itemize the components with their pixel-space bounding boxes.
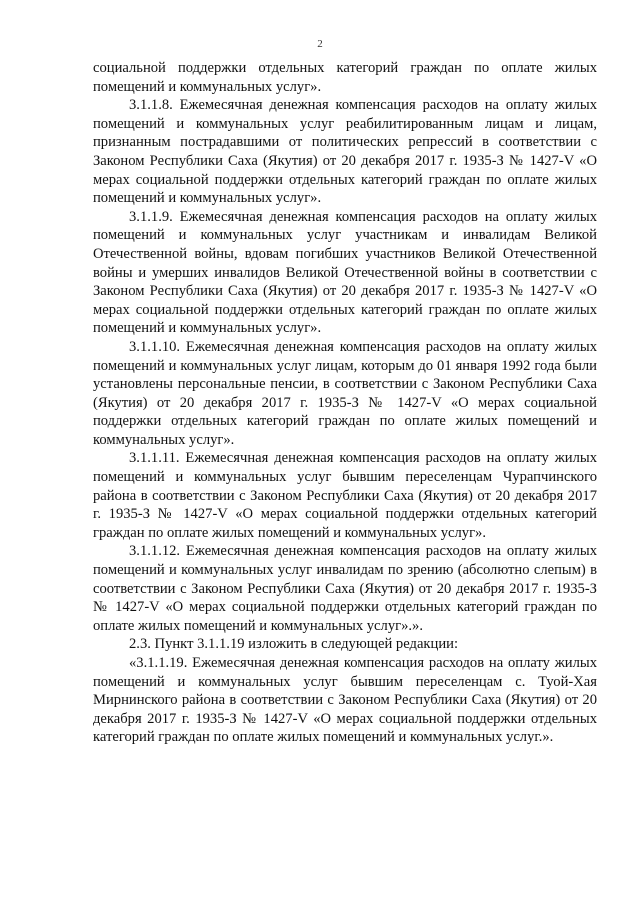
paragraph-3-1-1-10: 3.1.1.10. Ежемесячная денежная компенсация расходов на оплату жилых помещений и коммунальных услуг лицам, которым до 01 января 1992 года были установлены персональные пенсии, в соответствии с Законом Республики Саха (Якутия) от 20 декабря 2017 г. 1935-З № 1427-V «О мерах социальной поддержки отдельных категорий граждан по оплате жилых помещений и коммунальных услуг». [93, 338, 597, 448]
paragraph-continuation: социальной поддержки отдельных категорий граждан по оплате жилых помещений и коммунальных услуг». [93, 60, 597, 95]
paragraph-3-1-1-8: 3.1.1.8. Ежемесячная денежная компенсация расходов на оплату жилых помещений и коммунальных услуг реабилитированным лицам и лицам, признанным пострадавшими от политических репрессий в соответствии с Законом Республики Саха (Якутия) от 20 декабря 2017 г. 1935-З № 1427-V «О мерах социальной поддержки отдельных категорий граждан по оплате жилых помещений и коммунальных услуг». [93, 97, 597, 207]
paragraph-3-1-1-19: «3.1.1.19. Ежемесячная денежная компенсация расходов на оплату жилых помещений и коммунальных услуг бывшим переселенцам с. Туой-Хая Мирнинского района в соответствии с Законом Республики Саха (Якутия) от 20 декабря 2017 г. 1935-З № 1427-V «О мерах социальной поддержки отдельных категорий граждан по оплате жилых помещений и коммунальных услуг.». [93, 655, 597, 746]
paragraph-3-1-1-11: 3.1.1.11. Ежемесячная денежная компенсация расходов на оплату жилых помещений и коммунальных услуг бывшим переселенцам Чурапчинского района в соответствии с Законом Республики Саха (Якутия) от 20 декабря 2017 г. 1935-З № 1427-V «О мерах социальной поддержки отдельных категорий граждан по оплате жилых помещений и коммунальных услуг». [93, 450, 597, 541]
page-number: 2 [317, 38, 323, 50]
paragraph-3-1-1-9: 3.1.1.9. Ежемесячная денежная компенсация расходов на оплату жилых помещений и коммунальных услуг участникам и инвалидам Великой Отечественной войны, вдовам погибших участников Великой Отечественной войны и умерших инвалидов Великой Отечественной войны в соответствии с Законом Республики Саха (Якутия) от 20 декабря 2017 г. 1935-З № 1427-V «О мерах социальной поддержки отдельных категорий граждан по оплате жилых помещений и коммунальных услуг». [93, 208, 597, 337]
paragraph-3-1-1-12: 3.1.1.12. Ежемесячная денежная компенсация расходов на оплату жилых помещений и коммунальных услуг инвалидам по зрению (абсолютно слепым) в соответствии с Законом Республики Саха (Якутия) от 20 декабря 2017 г. 1935-З № 1427-V «О мерах социальной поддержки отдельных категорий граждан по оплате жилых помещений и коммунальных услуг».». [93, 543, 597, 634]
document-body [93, 59, 597, 747]
paragraph-2-3: 2.3. Пункт 3.1.1.19 изложить в следующей редакции: [129, 636, 458, 653]
